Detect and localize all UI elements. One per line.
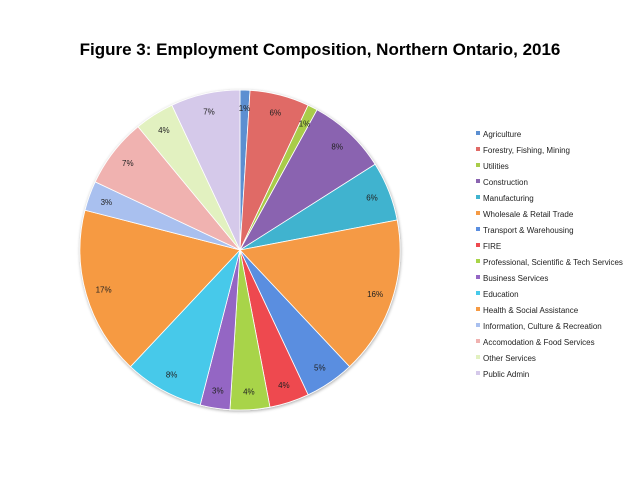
legend-item-other-services [476, 354, 536, 363]
legend-item-wholesale-and-retail-trade [476, 210, 574, 219]
legend-label: Accomodation & Food Services [483, 338, 595, 347]
legend-label: Professional, Scientific & Tech Services [483, 258, 623, 267]
legend-item-health-and-social-assistance [476, 306, 579, 315]
legend-label: Information, Culture & Recreation [483, 322, 602, 331]
legend-swatch [476, 307, 480, 311]
slice-label-construction: 8% [331, 142, 343, 152]
legend-swatch [476, 275, 480, 279]
slice-label-professional-scientific-and-tech-services: 4% [243, 387, 255, 397]
slice-label-other-services: 4% [158, 126, 170, 136]
chart-title: Figure 3: Employment Composition, Northern Ontario, 2016 [79, 40, 561, 59]
slice-label-information-culture-and-recreation: 3% [100, 197, 113, 207]
legend-label: Other Services [483, 354, 536, 363]
slice-label-transport-and-warehousing: 5% [314, 363, 326, 373]
legend-item-transport-and-warehousing [476, 226, 574, 235]
slice-label-agriculture: 1% [238, 104, 251, 114]
legend-item-manufacturing [476, 194, 534, 203]
legend-swatch [476, 179, 480, 183]
legend-item-public-admin [476, 370, 529, 379]
legend-item-information-culture-and-recreation [476, 322, 602, 331]
legend-label: Public Admin [483, 370, 530, 379]
legend-item-utilities [476, 162, 509, 171]
legend-label: Wholesale & Retail Trade [483, 210, 574, 219]
legend-label: Utilities [483, 162, 509, 171]
slice-label-education: 8% [165, 370, 178, 380]
slice-label-fire: 4% [278, 381, 290, 391]
legend-item-fire [476, 242, 501, 251]
legend-swatch [476, 147, 480, 151]
legend-swatch [476, 323, 480, 327]
legend-label: Construction [483, 178, 528, 187]
legend-item-business-services [476, 274, 548, 283]
legend-swatch [476, 211, 480, 215]
legend-label: Transport & Warehousing [483, 226, 574, 235]
pie-slices [80, 90, 400, 410]
slice-label-forestry-fishing-mining: 6% [269, 108, 282, 118]
legend [476, 130, 623, 379]
legend-swatch [476, 259, 480, 263]
legend-swatch [476, 243, 480, 247]
legend-swatch [476, 291, 480, 295]
legend-item-forestry-fishing-mining [476, 146, 570, 155]
legend-item-agriculture [476, 130, 522, 139]
legend-item-professional-scientific-and-tech-services [476, 258, 623, 267]
slice-label-manufacturing: 6% [366, 193, 378, 203]
legend-item-education [476, 290, 519, 299]
legend-label: FIRE [483, 242, 502, 251]
legend-swatch [476, 355, 480, 359]
legend-label: Manufacturing [483, 194, 534, 203]
slice-label-health-and-social-assistance: 17% [95, 285, 112, 295]
legend-swatch [476, 163, 480, 167]
legend-label: Business Services [483, 274, 549, 283]
legend-swatch [476, 227, 480, 231]
legend-swatch [476, 371, 480, 375]
slice-label-utilities: 1% [298, 119, 311, 129]
legend-label: Agriculture [483, 130, 522, 139]
legend-item-construction [476, 178, 528, 187]
slice-label-public-admin: 7% [203, 107, 215, 117]
legend-item-accomodation-and-food-services [476, 338, 595, 347]
legend-swatch [476, 131, 480, 135]
legend-swatch [476, 339, 480, 343]
slice-label-accomodation-and-food-services: 7% [122, 159, 134, 168]
legend-label: Education [483, 290, 519, 299]
legend-label: Health & Social Assistance [483, 306, 579, 315]
legend-swatch [476, 195, 480, 199]
legend-label: Forestry, Fishing, Mining [483, 146, 570, 155]
slice-label-wholesale-and-retail-trade: 16% [367, 289, 384, 299]
slice-label-business-services: 3% [212, 386, 224, 396]
